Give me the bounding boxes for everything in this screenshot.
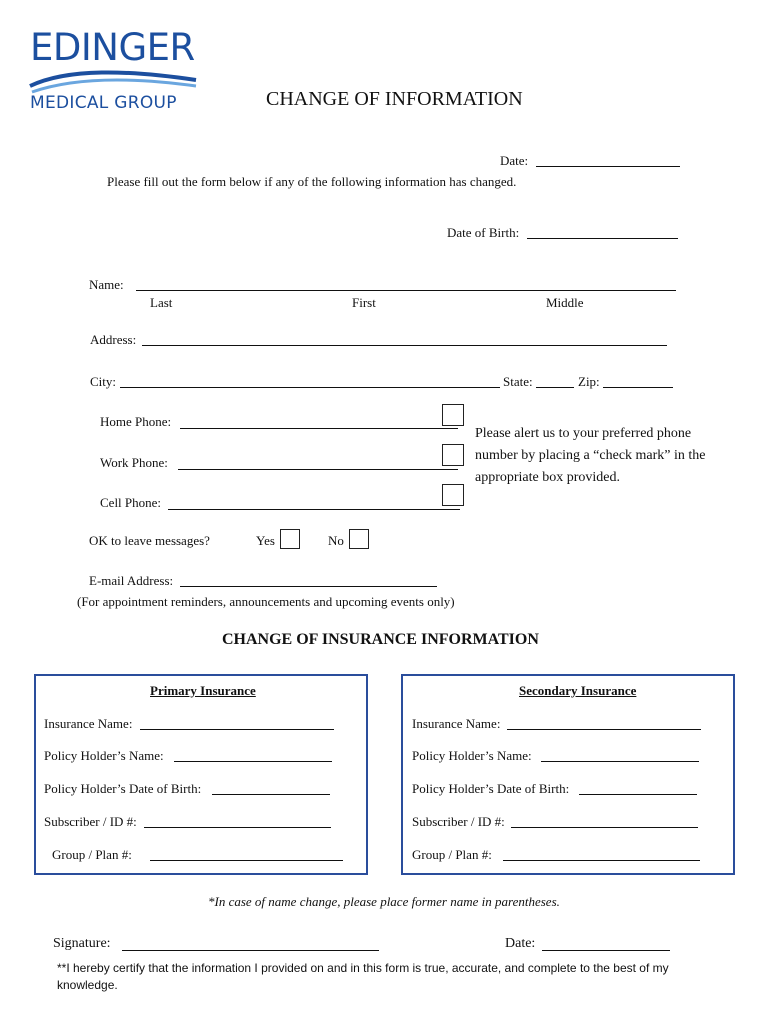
messages-yes-label: Yes <box>256 533 275 548</box>
city-field[interactable] <box>120 387 500 388</box>
phone-preference-instructions: Please alert us to your preferred phone number by placing a “check mark” in the appropriate box provided. <box>475 426 706 485</box>
primary-insurance-box <box>34 674 368 875</box>
primary-holder-name-label: Policy Holder’s Name: <box>44 748 164 763</box>
primary-insurance-heading: Primary Insurance <box>150 683 256 698</box>
dob-label: Date of Birth: <box>447 225 520 240</box>
email-note: (For appointment reminders, announcements and upcoming events only) <box>77 594 455 609</box>
primary-insurance-name-label: Insurance Name: <box>44 716 133 731</box>
city-label: City: <box>90 374 117 389</box>
insurance-section-title: CHANGE OF INSURANCE INFORMATION <box>222 631 539 648</box>
home-phone-preferred-checkbox[interactable] <box>442 404 464 426</box>
work-phone-label: Work Phone: <box>100 455 168 470</box>
secondary-insurance-name-label: Insurance Name: <box>412 716 501 731</box>
name-sublabel-first: First <box>352 295 376 310</box>
cell-phone-field[interactable] <box>168 509 460 510</box>
work-phone-preferred-checkbox[interactable] <box>442 444 464 466</box>
address-label: Address: <box>90 332 137 347</box>
signature-date-label: Date: <box>505 936 536 951</box>
state-field[interactable] <box>536 387 574 388</box>
state-label: State: <box>503 374 533 389</box>
certification-text-continued: knowledge. <box>57 978 118 992</box>
name-sublabel-middle: Middle <box>546 295 584 310</box>
messages-no-label: No <box>328 533 344 548</box>
messages-yes-checkbox[interactable] <box>280 529 300 549</box>
edinger-logo <box>28 22 208 117</box>
name-sublabel-last: Last <box>150 295 173 310</box>
primary-group-plan-label: Group / Plan #: <box>52 847 132 862</box>
signature-field[interactable] <box>122 950 379 951</box>
name-label: Name: <box>89 277 124 292</box>
secondary-insurance-name-field[interactable] <box>507 729 701 730</box>
home-phone-field[interactable] <box>180 428 458 429</box>
secondary-holder-name-label: Policy Holder’s Name: <box>412 748 532 763</box>
logo-subtitle: MEDICAL GROUP <box>30 93 177 113</box>
zip-label: Zip: <box>578 374 600 389</box>
logo-swoosh-icon <box>28 66 198 94</box>
home-phone-label: Home Phone: <box>100 414 172 429</box>
secondary-subscriber-id-label: Subscriber / ID #: <box>412 814 505 829</box>
zip-field[interactable] <box>603 387 673 388</box>
primary-subscriber-id-field[interactable] <box>144 827 331 828</box>
primary-group-plan-field[interactable] <box>150 860 343 861</box>
secondary-subscriber-id-field[interactable] <box>511 827 698 828</box>
secondary-insurance-heading: Secondary Insurance <box>519 683 637 698</box>
secondary-holder-dob-field[interactable] <box>579 794 697 795</box>
secondary-group-plan-field[interactable] <box>503 860 700 861</box>
signature-date-field[interactable] <box>542 950 670 951</box>
secondary-insurance-box <box>401 674 735 875</box>
secondary-group-plan-label: Group / Plan #: <box>412 847 492 862</box>
primary-holder-dob-label: Policy Holder’s Date of Birth: <box>44 781 202 796</box>
date-label: Date: <box>500 153 529 168</box>
address-field[interactable] <box>142 345 667 346</box>
messages-no-checkbox[interactable] <box>349 529 369 549</box>
primary-insurance-name-field[interactable] <box>140 729 334 730</box>
primary-holder-dob-field[interactable] <box>212 794 330 795</box>
date-field[interactable] <box>536 166 680 167</box>
email-field[interactable] <box>180 586 437 587</box>
certification-text: **I hereby certify that the information I provided on and in this form is true, accurate, and complete to the best of my <box>57 961 669 975</box>
name-field[interactable] <box>136 290 676 291</box>
primary-subscriber-id-label: Subscriber / ID #: <box>44 814 137 829</box>
messages-label: OK to leave messages? <box>89 533 210 548</box>
intro-text: Please fill out the form below if any of the following information has changed. <box>107 174 517 189</box>
logo-name: EDINGER <box>30 26 195 69</box>
email-label: E-mail Address: <box>89 573 174 588</box>
dob-field[interactable] <box>527 238 678 239</box>
work-phone-field[interactable] <box>178 469 458 470</box>
form-title: CHANGE OF INFORMATION <box>266 88 523 110</box>
cell-phone-label: Cell Phone: <box>100 495 162 510</box>
primary-holder-name-field[interactable] <box>174 761 332 762</box>
secondary-holder-name-field[interactable] <box>541 761 699 762</box>
cell-phone-preferred-checkbox[interactable] <box>442 484 464 506</box>
signature-label: Signature: <box>53 936 111 951</box>
secondary-holder-dob-label: Policy Holder’s Date of Birth: <box>412 781 570 796</box>
name-change-note: *In case of name change, please place former name in parentheses. <box>208 894 560 909</box>
